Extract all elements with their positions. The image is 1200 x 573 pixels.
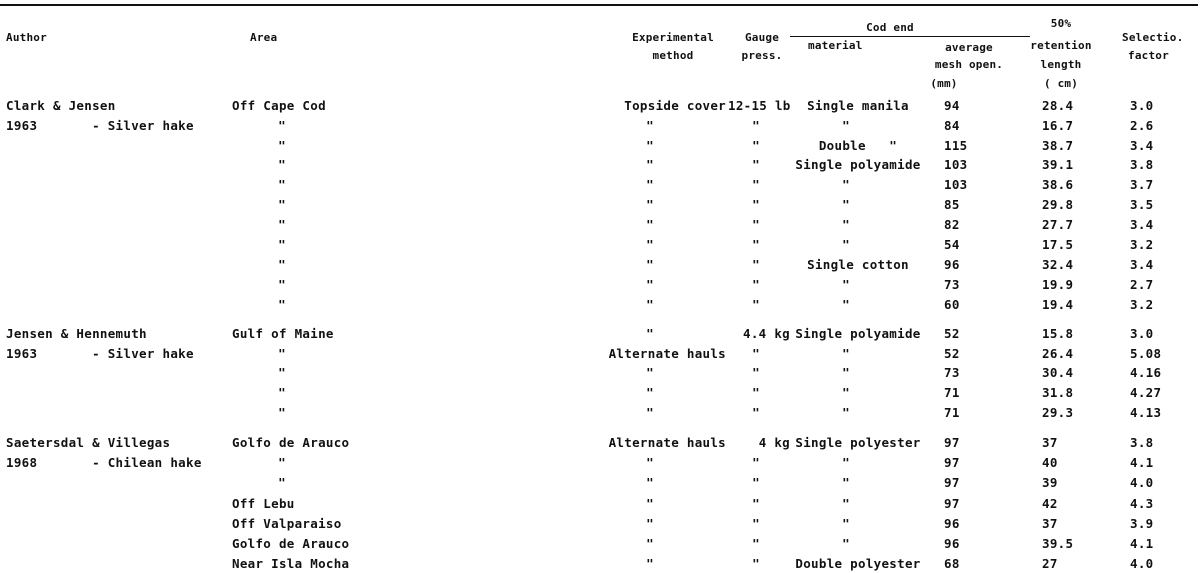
- cell-method: ": [646, 475, 654, 490]
- cell-method: ": [646, 496, 654, 511]
- cell-material: Single cotton: [807, 257, 909, 272]
- cell-area: Off Cape Cod: [232, 98, 326, 113]
- cell-gauge: ": [752, 277, 760, 292]
- cell-author: 1968 - Chilean hake: [6, 455, 202, 470]
- cell-material: ": [842, 297, 850, 312]
- cell-gauge: ": [752, 556, 760, 571]
- cell-sel: 4.0: [1130, 556, 1154, 571]
- cell-method: ": [646, 277, 654, 292]
- cell-area: ": [278, 346, 286, 361]
- cell-mesh: 73: [944, 365, 960, 380]
- cell-mesh: 103: [944, 177, 968, 192]
- cell-gauge: ": [752, 516, 760, 531]
- cell-gauge: ": [752, 197, 760, 212]
- cell-material: ": [842, 516, 850, 531]
- header-ret-2: retention: [1030, 39, 1092, 52]
- cell-mesh: 115: [944, 138, 968, 153]
- cell-ret: 37: [1042, 516, 1058, 531]
- cell-ret: 42: [1042, 496, 1058, 511]
- cell-mesh: 52: [944, 326, 960, 341]
- cell-ret: 39.1: [1042, 157, 1074, 172]
- cell-ret: 28.4: [1042, 98, 1074, 113]
- cell-ret: 38.7: [1042, 138, 1074, 153]
- cell-gauge: 12-15 lb: [728, 98, 791, 113]
- cell-author: 1963 - Silver hake: [6, 118, 194, 133]
- header-area: Area: [250, 31, 278, 44]
- cell-sel: 3.9: [1130, 516, 1154, 531]
- cell-sel: 3.8: [1130, 157, 1154, 172]
- cell-sel: 3.5: [1130, 197, 1154, 212]
- cell-gauge: 4 kg: [758, 435, 790, 450]
- cell-author: Clark & Jensen: [6, 98, 116, 113]
- cell-gauge: ": [752, 157, 760, 172]
- cell-method: ": [646, 536, 654, 551]
- cell-sel: 2.7: [1130, 277, 1154, 292]
- cell-mesh: 71: [944, 405, 960, 420]
- cell-area: ": [278, 455, 286, 470]
- cell-material: Single polyamide: [795, 326, 921, 341]
- cell-mesh: 82: [944, 217, 960, 232]
- cell-ret: 39.5: [1042, 536, 1074, 551]
- cell-area: ": [278, 475, 286, 490]
- cell-method: ": [646, 297, 654, 312]
- cell-method: ": [646, 455, 654, 470]
- cell-gauge: ": [752, 455, 760, 470]
- cell-area: ": [278, 118, 286, 133]
- cell-area: ": [278, 177, 286, 192]
- cell-ret: 39: [1042, 475, 1058, 490]
- cell-ret: 15.8: [1042, 326, 1074, 341]
- cell-mesh: 97: [944, 496, 960, 511]
- cell-method: Alternate hauls: [608, 435, 726, 450]
- cell-material: ": [842, 237, 850, 252]
- cell-ret: 37: [1042, 435, 1058, 450]
- cell-area: ": [278, 365, 286, 380]
- cell-method: ": [646, 405, 654, 420]
- cell-material: ": [842, 217, 850, 232]
- cell-material: Double polyester: [795, 556, 921, 571]
- cell-ret: 27.7: [1042, 217, 1074, 232]
- cell-material: ": [842, 496, 850, 511]
- cell-ret: 19.4: [1042, 297, 1074, 312]
- cell-sel: 2.6: [1130, 118, 1154, 133]
- cell-gauge: ": [752, 365, 760, 380]
- cell-gauge: ": [752, 496, 760, 511]
- cell-sel: 5.08: [1130, 346, 1162, 361]
- cell-ret: 26.4: [1042, 346, 1074, 361]
- cell-area: Golfo de Arauco: [232, 435, 350, 450]
- cell-gauge: ": [752, 237, 760, 252]
- cell-sel: 4.1: [1130, 455, 1154, 470]
- cell-sel: 3.0: [1130, 98, 1154, 113]
- cell-author: Saetersdal & Villegas: [6, 435, 171, 450]
- cell-gauge: ": [752, 297, 760, 312]
- cell-area: Near Isla Mocha: [232, 556, 350, 571]
- cell-author: Jensen & Hennemuth: [6, 326, 147, 341]
- header-method-2: method: [652, 49, 694, 62]
- cell-mesh: 97: [944, 435, 960, 450]
- cell-area: ": [278, 405, 286, 420]
- cell-ret: 29.8: [1042, 197, 1074, 212]
- cell-method: ": [646, 177, 654, 192]
- cell-method: Topside cover: [624, 98, 726, 113]
- header-method-1: Experimental: [632, 31, 714, 44]
- header-ret-3: length: [1040, 58, 1082, 71]
- cell-mesh: 96: [944, 536, 960, 551]
- cell-gauge: ": [752, 217, 760, 232]
- cell-gauge: ": [752, 177, 760, 192]
- cell-area: ": [278, 138, 286, 153]
- cell-material: ": [842, 475, 850, 490]
- cell-mesh: 97: [944, 455, 960, 470]
- cell-material: ": [842, 197, 850, 212]
- cell-gauge: ": [752, 405, 760, 420]
- cell-mesh: 52: [944, 346, 960, 361]
- cell-method: Alternate hauls: [608, 346, 726, 361]
- cell-method: ": [646, 138, 654, 153]
- cell-sel: 3.4: [1130, 257, 1154, 272]
- cell-material: ": [842, 177, 850, 192]
- cell-material: Double ": [818, 138, 898, 153]
- cell-area: Golfo de Arauco: [232, 536, 350, 551]
- cell-material: ": [842, 455, 850, 470]
- cell-gauge: ": [752, 138, 760, 153]
- cell-method: ": [646, 385, 654, 400]
- cell-mesh: 103: [944, 157, 968, 172]
- header-gauge-1: Gauge: [744, 31, 780, 44]
- cell-method: ": [646, 157, 654, 172]
- cell-method: ": [646, 118, 654, 133]
- header-ret-1: 50%: [1050, 17, 1072, 30]
- cell-material: ": [842, 536, 850, 551]
- cell-material: ": [842, 118, 850, 133]
- cell-method: ": [646, 197, 654, 212]
- cell-sel: 3.2: [1130, 237, 1154, 252]
- cell-area: ": [278, 197, 286, 212]
- cell-sel: 3.7: [1130, 177, 1154, 192]
- cell-sel: 4.27: [1130, 385, 1162, 400]
- top-rule: [0, 4, 1198, 6]
- header-author: Author: [6, 31, 47, 44]
- cell-mesh: 84: [944, 118, 960, 133]
- cell-mesh: 94: [944, 98, 960, 113]
- cell-ret: 40: [1042, 455, 1058, 470]
- cell-mesh: 97: [944, 475, 960, 490]
- cell-area: ": [278, 157, 286, 172]
- cell-gauge: ": [752, 385, 760, 400]
- cell-mesh: 96: [944, 516, 960, 531]
- cell-ret: 16.7: [1042, 118, 1074, 133]
- cell-ret: 30.4: [1042, 365, 1074, 380]
- cell-method: ": [646, 326, 654, 341]
- header-sel-1: Selectio.: [1122, 31, 1184, 44]
- cell-material: Single polyamide: [795, 157, 921, 172]
- cell-mesh: 68: [944, 556, 960, 571]
- cell-mesh: 85: [944, 197, 960, 212]
- cell-mesh: 71: [944, 385, 960, 400]
- cell-area: ": [278, 297, 286, 312]
- cell-method: ": [646, 365, 654, 380]
- cell-area: Gulf of Maine: [232, 326, 334, 341]
- cell-sel: 3.4: [1130, 217, 1154, 232]
- cell-ret: 19.9: [1042, 277, 1074, 292]
- cell-method: ": [646, 217, 654, 232]
- header-mesh-2: mesh open.: [934, 58, 1004, 71]
- cell-gauge: ": [752, 536, 760, 551]
- cell-sel: 3.0: [1130, 326, 1154, 341]
- cell-sel: 4.13: [1130, 405, 1162, 420]
- cell-ret: 17.5: [1042, 237, 1074, 252]
- header-cod-end: Cod end: [866, 21, 914, 34]
- header-material: material: [808, 39, 863, 52]
- cell-author: 1963 - Silver hake: [6, 346, 194, 361]
- cell-sel: 3.8: [1130, 435, 1154, 450]
- header-gauge-2: press.: [741, 49, 783, 62]
- header-mesh-1: average: [945, 41, 993, 54]
- cell-gauge: ": [752, 475, 760, 490]
- cell-mesh: 54: [944, 237, 960, 252]
- cell-sel: 4.0: [1130, 475, 1154, 490]
- cell-sel: 4.3: [1130, 496, 1154, 511]
- cell-ret: 32.4: [1042, 257, 1074, 272]
- cell-area: ": [278, 277, 286, 292]
- cell-gauge: ": [752, 257, 760, 272]
- cell-material: ": [842, 365, 850, 380]
- cell-mesh: 96: [944, 257, 960, 272]
- cell-sel: 4.16: [1130, 365, 1162, 380]
- cod-end-rule: [790, 36, 1030, 37]
- cell-method: ": [646, 257, 654, 272]
- header-mesh-3: (mm): [930, 77, 958, 90]
- cell-area: ": [278, 257, 286, 272]
- header-sel-2: factor: [1128, 49, 1169, 62]
- cell-material: ": [842, 277, 850, 292]
- cell-gauge: 4.4 kg: [743, 326, 790, 341]
- cell-material: ": [842, 346, 850, 361]
- cell-area: Off Valparaiso: [232, 516, 342, 531]
- cell-area: ": [278, 237, 286, 252]
- cell-gauge: ": [752, 346, 760, 361]
- cell-sel: 3.2: [1130, 297, 1154, 312]
- cell-gauge: ": [752, 118, 760, 133]
- cell-area: ": [278, 217, 286, 232]
- cell-material: ": [842, 405, 850, 420]
- cell-sel: 4.1: [1130, 536, 1154, 551]
- cell-material: Single polyester: [795, 435, 921, 450]
- cell-ret: 31.8: [1042, 385, 1074, 400]
- cell-material: Single manila: [807, 98, 909, 113]
- header-ret-4: ( cm): [1043, 77, 1079, 90]
- cell-method: ": [646, 556, 654, 571]
- cell-area: ": [278, 385, 286, 400]
- cell-method: ": [646, 237, 654, 252]
- cell-method: ": [646, 516, 654, 531]
- cell-ret: 27: [1042, 556, 1058, 571]
- cell-sel: 3.4: [1130, 138, 1154, 153]
- cell-material: ": [842, 385, 850, 400]
- cell-area: Off Lebu: [232, 496, 295, 511]
- cell-mesh: 60: [944, 297, 960, 312]
- cell-ret: 38.6: [1042, 177, 1074, 192]
- cell-ret: 29.3: [1042, 405, 1074, 420]
- cell-mesh: 73: [944, 277, 960, 292]
